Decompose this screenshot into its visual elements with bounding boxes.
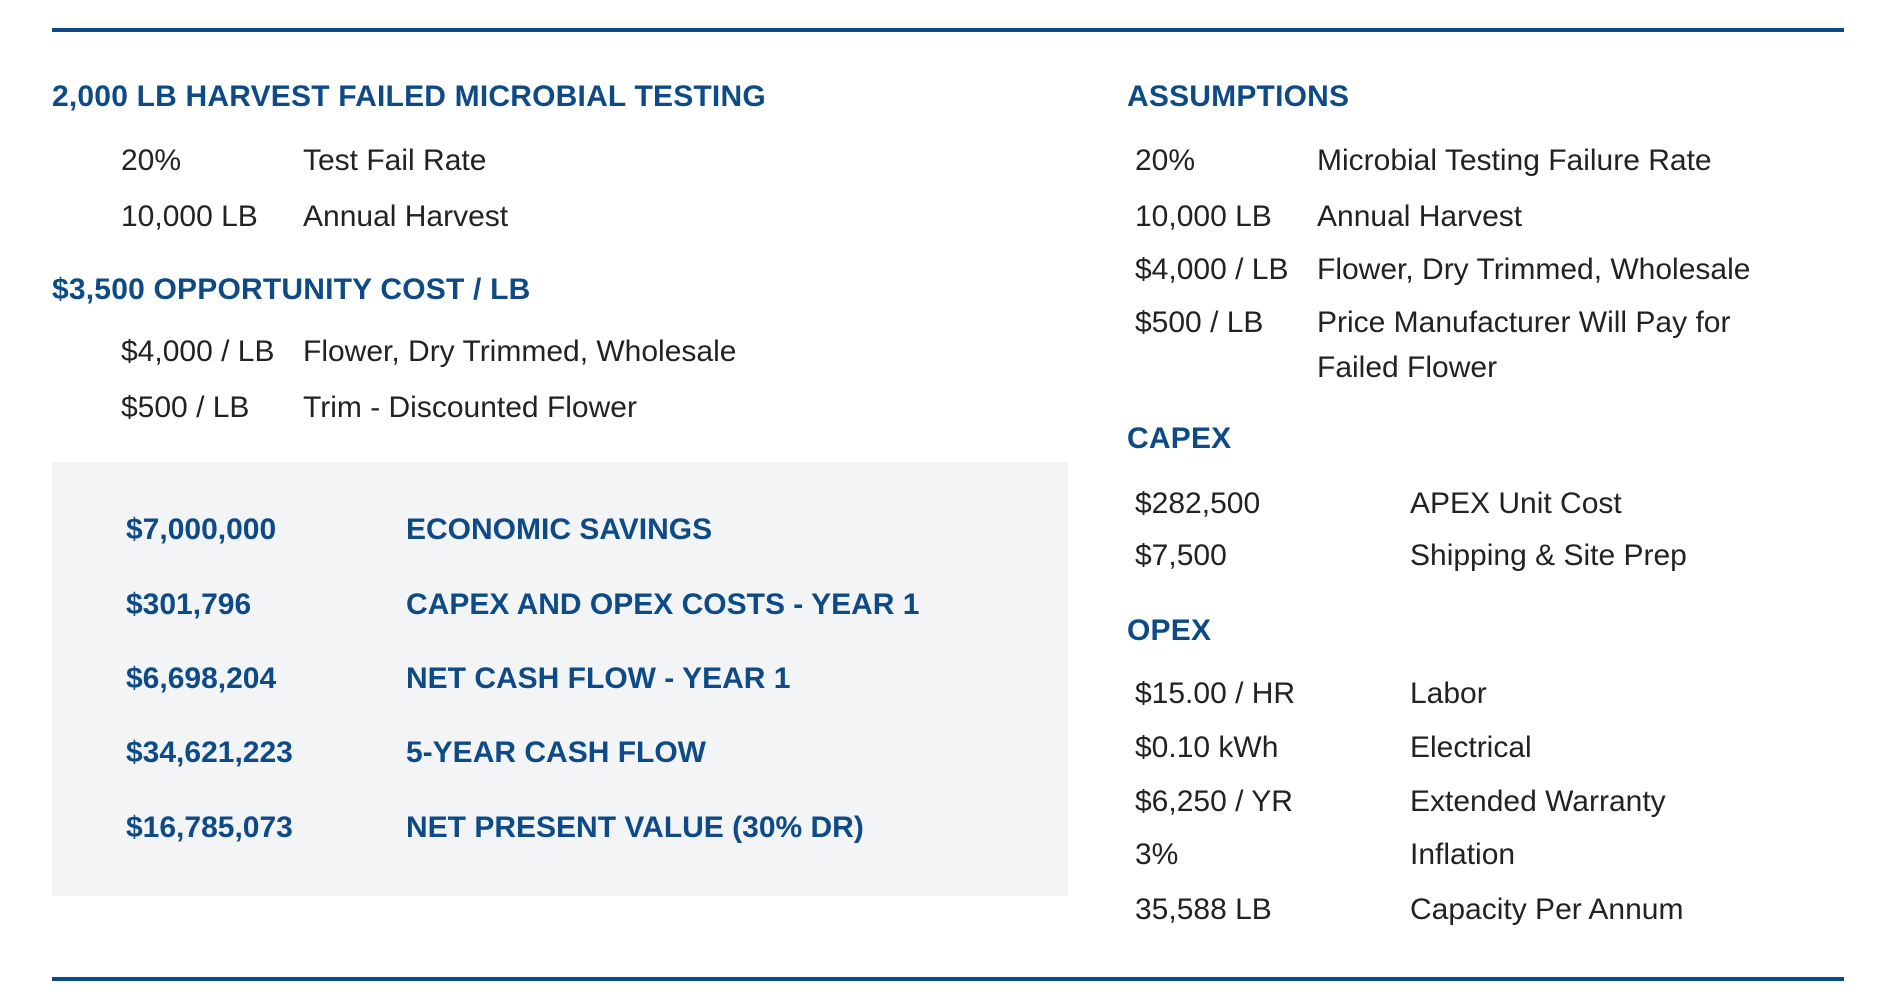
test-fail-rate-value: 20% bbox=[121, 144, 182, 177]
npv-value: $16,785,073 bbox=[126, 811, 293, 844]
assumption-fail-rate-label: Microbial Testing Failure Rate bbox=[1317, 144, 1712, 177]
assumption-flower-label: Flower, Dry Trimmed, Wholesale bbox=[1317, 253, 1751, 286]
annual-harvest-label: Annual Harvest bbox=[303, 200, 509, 233]
npv-label: NET PRESENT VALUE (30% DR) bbox=[406, 811, 864, 844]
assumption-harvest-value: 10,000 LB bbox=[1135, 200, 1272, 233]
assumption-fail-rate-value: 20% bbox=[1135, 144, 1196, 177]
capacity-value: 35,588 LB bbox=[1135, 893, 1272, 926]
summary-panel bbox=[52, 462, 1068, 896]
trim-price-label: Trim - Discounted Flower bbox=[303, 391, 637, 424]
assumption-failed-price-label-line2: Failed Flower bbox=[1317, 351, 1498, 384]
capex-heading: CAPEX bbox=[1127, 422, 1232, 455]
flower-price-label: Flower, Dry Trimmed, Wholesale bbox=[303, 335, 737, 368]
top-divider bbox=[52, 28, 1844, 32]
labor-label: Labor bbox=[1410, 677, 1487, 710]
capex-opex-label: CAPEX AND OPEX COSTS - YEAR 1 bbox=[406, 588, 920, 621]
apex-unit-cost-label: APEX Unit Cost bbox=[1410, 487, 1622, 520]
economic-savings-value: $7,000,000 bbox=[126, 513, 277, 546]
electrical-label: Electrical bbox=[1410, 731, 1532, 764]
harvest-failed-heading: 2,000 LB HARVEST FAILED MICROBIAL TESTING bbox=[52, 80, 766, 113]
assumption-harvest-label: Annual Harvest bbox=[1317, 200, 1523, 233]
assumption-failed-price-label: Price Manufacturer Will Pay for bbox=[1317, 306, 1731, 339]
assumption-flower-value: $4,000 / LB bbox=[1135, 253, 1289, 286]
trim-price-value: $500 / LB bbox=[121, 391, 250, 424]
economic-savings-label: ECONOMIC SAVINGS bbox=[406, 513, 713, 546]
five-year-cash-flow-label: 5-YEAR CASH FLOW bbox=[406, 736, 706, 769]
five-year-cash-flow-value: $34,621,223 bbox=[126, 736, 293, 769]
capacity-label: Capacity Per Annum bbox=[1410, 893, 1684, 926]
inflation-value: 3% bbox=[1135, 838, 1179, 871]
apex-unit-cost-value: $282,500 bbox=[1135, 487, 1261, 520]
assumption-failed-price-value: $500 / LB bbox=[1135, 306, 1264, 339]
annual-harvest-value: 10,000 LB bbox=[121, 200, 258, 233]
warranty-value: $6,250 / YR bbox=[1135, 785, 1293, 818]
net-cash-flow-label: NET CASH FLOW - YEAR 1 bbox=[406, 662, 791, 695]
electrical-value: $0.10 kWh bbox=[1135, 731, 1279, 764]
warranty-label: Extended Warranty bbox=[1410, 785, 1666, 818]
inflation-label: Inflation bbox=[1410, 838, 1516, 871]
flower-price-value: $4,000 / LB bbox=[121, 335, 275, 368]
shipping-label: Shipping & Site Prep bbox=[1410, 539, 1687, 572]
shipping-value: $7,500 bbox=[1135, 539, 1227, 572]
test-fail-rate-label: Test Fail Rate bbox=[303, 144, 487, 177]
opex-heading: OPEX bbox=[1127, 614, 1212, 647]
labor-value: $15.00 / HR bbox=[1135, 677, 1296, 710]
opportunity-cost-heading: $3,500 OPPORTUNITY COST / LB bbox=[52, 273, 531, 306]
bottom-divider bbox=[52, 977, 1844, 981]
net-cash-flow-value: $6,698,204 bbox=[126, 662, 277, 695]
capex-opex-value: $301,796 bbox=[126, 588, 252, 621]
assumptions-heading: ASSUMPTIONS bbox=[1127, 80, 1350, 113]
